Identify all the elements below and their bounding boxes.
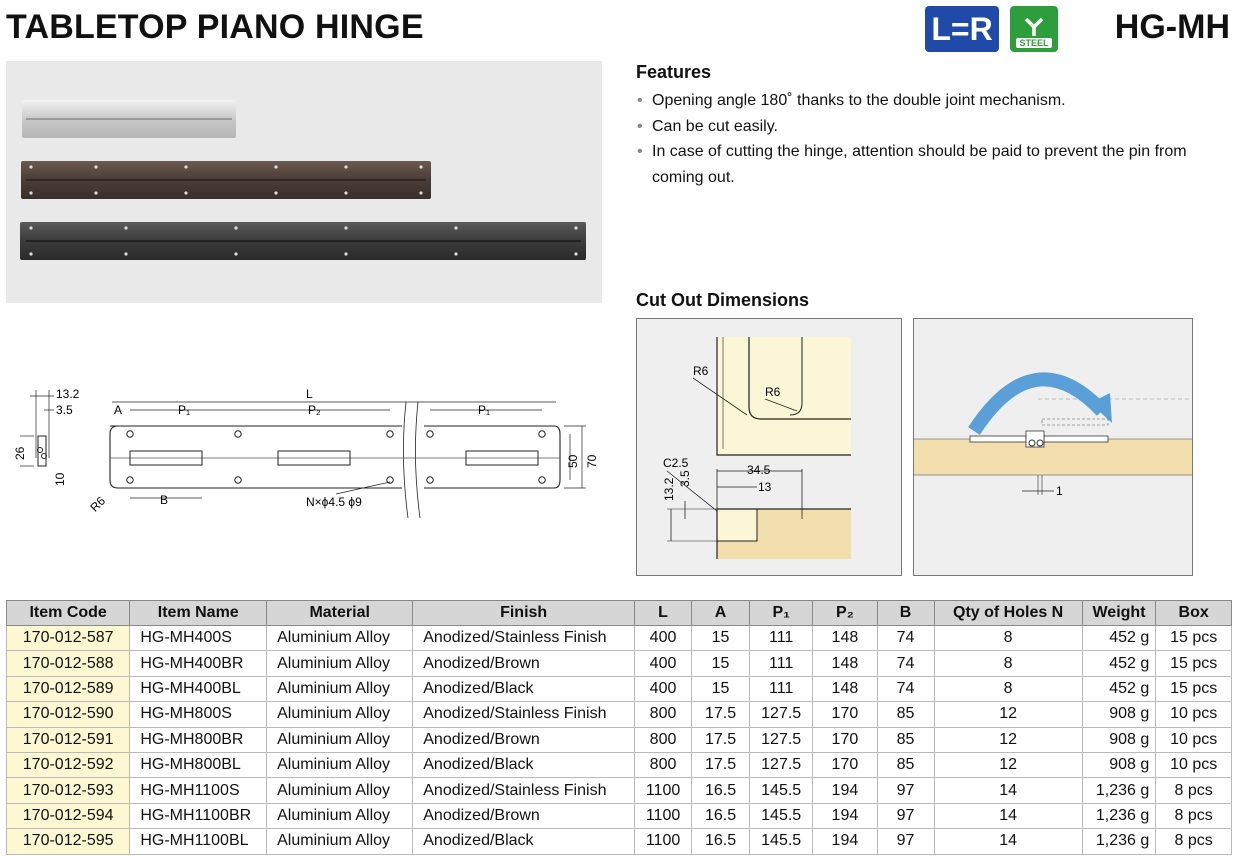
qty-holes-value-cell: 12 bbox=[934, 727, 1082, 752]
l-value-cell: 1100 bbox=[635, 803, 692, 828]
weight-value-cell: 452 g bbox=[1082, 676, 1156, 701]
p1-value-cell: 111 bbox=[750, 626, 813, 651]
material-cell: Aluminium Alloy bbox=[267, 829, 413, 854]
item-name-cell: HG-MH800BL bbox=[130, 752, 267, 777]
p2-value-cell: 170 bbox=[813, 727, 877, 752]
b-value-cell: 74 bbox=[877, 651, 934, 676]
table-row bbox=[7, 676, 1232, 701]
weight-value-cell: 1,236 g bbox=[1082, 829, 1156, 854]
l-value-cell: 1100 bbox=[635, 778, 692, 803]
col-item-name: Item Name bbox=[130, 601, 267, 626]
dim-P1b: P₁ bbox=[478, 403, 491, 417]
qty-holes-value-cell: 14 bbox=[934, 829, 1082, 854]
label-35: 3.5 bbox=[678, 470, 692, 487]
l-value-cell: 800 bbox=[635, 702, 692, 727]
p2-value-cell: 170 bbox=[813, 752, 877, 777]
side-dim-35: 3.5 bbox=[56, 403, 73, 417]
item-name-cell: HG-MH1100BL bbox=[130, 829, 267, 854]
side-dim-10: 10 bbox=[53, 472, 67, 486]
model-code: HG-MH bbox=[1114, 8, 1230, 46]
item-name-cell: HG-MH400S bbox=[130, 626, 267, 651]
item-code-cell: 170-012-588 bbox=[7, 651, 130, 676]
steel-badge-label: STEEL bbox=[1016, 38, 1051, 48]
b-value-cell: 97 bbox=[877, 803, 934, 828]
weight-value-cell: 452 g bbox=[1082, 651, 1156, 676]
box-value-cell: 8 pcs bbox=[1156, 778, 1232, 803]
qty-holes-value-cell: 12 bbox=[934, 752, 1082, 777]
l-value-cell: 800 bbox=[635, 752, 692, 777]
p2-value-cell: 194 bbox=[813, 829, 877, 854]
table-row bbox=[7, 829, 1232, 854]
item-code-cell: 170-012-594 bbox=[7, 803, 130, 828]
box-value-cell: 8 pcs bbox=[1156, 829, 1232, 854]
p1-value-cell: 127.5 bbox=[750, 752, 813, 777]
item-name-cell: HG-MH800S bbox=[130, 702, 267, 727]
col-item-code: Item Code bbox=[7, 601, 130, 626]
box-value-cell: 10 pcs bbox=[1156, 702, 1232, 727]
table-row bbox=[7, 626, 1232, 651]
weight-value-cell: 1,236 g bbox=[1082, 803, 1156, 828]
qty-holes-value-cell: 12 bbox=[934, 702, 1082, 727]
dim-70: 70 bbox=[585, 454, 599, 468]
finish-cell: Anodized/Brown bbox=[413, 651, 635, 676]
label-132: 13.2 bbox=[662, 477, 676, 501]
box-value-cell: 10 pcs bbox=[1156, 727, 1232, 752]
qty-holes-value-cell: 14 bbox=[934, 803, 1082, 828]
table-row bbox=[7, 803, 1232, 828]
cutout-heading: Cut Out Dimensions bbox=[636, 290, 810, 310]
p2-value-cell: 170 bbox=[813, 702, 877, 727]
item-code-cell: 170-012-591 bbox=[7, 727, 130, 752]
feature-item: • Opening angle 180˚ thanks to the double joint mechanism. bbox=[636, 88, 1232, 114]
item-code-cell: 170-012-593 bbox=[7, 778, 130, 803]
qty-holes-value-cell: 8 bbox=[934, 676, 1082, 701]
opening-arrow bbox=[974, 379, 1102, 431]
table-body bbox=[7, 626, 1232, 855]
col-a: A bbox=[692, 601, 750, 626]
side-dim-26: 26 bbox=[13, 446, 27, 460]
weight-value-cell: 908 g bbox=[1082, 727, 1156, 752]
finish-cell: Anodized/Brown bbox=[413, 803, 635, 828]
material-cell: Aluminium Alloy bbox=[267, 803, 413, 828]
a-value-cell: 17.5 bbox=[692, 702, 750, 727]
label-r6-a: R6 bbox=[693, 364, 709, 378]
col-finish: Finish bbox=[413, 601, 635, 626]
a-value-cell: 16.5 bbox=[692, 829, 750, 854]
p1-value-cell: 127.5 bbox=[750, 702, 813, 727]
box-value-cell: 15 pcs bbox=[1156, 651, 1232, 676]
col-b: B bbox=[877, 601, 934, 626]
a-value-cell: 15 bbox=[692, 626, 750, 651]
material-cell: Aluminium Alloy bbox=[267, 676, 413, 701]
finish-cell: Anodized/Brown bbox=[413, 727, 635, 752]
p2-value-cell: 194 bbox=[813, 803, 877, 828]
weight-value-cell: 1,236 g bbox=[1082, 778, 1156, 803]
box-value-cell: 15 pcs bbox=[1156, 676, 1232, 701]
item-name-cell: HG-MH800BR bbox=[130, 727, 267, 752]
p2-value-cell: 148 bbox=[813, 676, 877, 701]
side-dim-132: 13.2 bbox=[56, 387, 80, 401]
b-value-cell: 85 bbox=[877, 752, 934, 777]
label-c25: C2.5 bbox=[663, 456, 689, 470]
col-l: L bbox=[635, 601, 692, 626]
table-header-row bbox=[7, 601, 1232, 626]
box-value-cell: 15 pcs bbox=[1156, 626, 1232, 651]
p2-value-cell: 148 bbox=[813, 626, 877, 651]
dim-holes: N×ϕ4.5 ϕ9 bbox=[306, 495, 362, 509]
a-value-cell: 15 bbox=[692, 651, 750, 676]
label-r6-b: R6 bbox=[765, 385, 781, 399]
dim-P1a: P₁ bbox=[178, 403, 191, 417]
label-13: 13 bbox=[758, 480, 772, 494]
material-cell: Aluminium Alloy bbox=[267, 778, 413, 803]
weight-value-cell: 452 g bbox=[1082, 626, 1156, 651]
l-value-cell: 1100 bbox=[635, 829, 692, 854]
spec-table bbox=[6, 600, 1232, 855]
dim-R6: R6 bbox=[87, 493, 109, 515]
p2-value-cell: 194 bbox=[813, 778, 877, 803]
item-name-cell: HG-MH400BR bbox=[130, 651, 267, 676]
table-row bbox=[7, 651, 1232, 676]
material-cell: Aluminium Alloy bbox=[267, 752, 413, 777]
item-code-cell: 170-012-587 bbox=[7, 626, 130, 651]
col-p2: P₂ bbox=[813, 601, 877, 626]
l-value-cell: 400 bbox=[635, 651, 692, 676]
qty-holes-value-cell: 8 bbox=[934, 626, 1082, 651]
p1-value-cell: 111 bbox=[750, 676, 813, 701]
finish-cell: Anodized/Black bbox=[413, 676, 635, 701]
page-title: TABLETOP PIANO HINGE bbox=[6, 8, 424, 46]
box-value-cell: 10 pcs bbox=[1156, 752, 1232, 777]
a-value-cell: 15 bbox=[692, 676, 750, 701]
dim-50: 50 bbox=[566, 454, 580, 468]
dim-L: L bbox=[306, 387, 313, 401]
a-value-cell: 16.5 bbox=[692, 778, 750, 803]
col-box: Box bbox=[1156, 601, 1232, 626]
table-row bbox=[7, 752, 1232, 777]
b-value-cell: 74 bbox=[877, 626, 934, 651]
p1-value-cell: 145.5 bbox=[750, 829, 813, 854]
a-value-cell: 17.5 bbox=[692, 727, 750, 752]
technical-drawing bbox=[6, 318, 606, 578]
finish-cell: Anodized/Black bbox=[413, 829, 635, 854]
l-value-cell: 400 bbox=[635, 676, 692, 701]
b-value-cell: 85 bbox=[877, 702, 934, 727]
feature-item: • In case of cutting the hinge, attention should be paid to prevent the pin from coming out. bbox=[636, 139, 1232, 190]
weight-value-cell: 908 g bbox=[1082, 702, 1156, 727]
features-list bbox=[636, 88, 1232, 190]
p1-value-cell: 111 bbox=[750, 651, 813, 676]
material-cell: Aluminium Alloy bbox=[267, 626, 413, 651]
a-value-cell: 16.5 bbox=[692, 803, 750, 828]
item-code-cell: 170-012-590 bbox=[7, 702, 130, 727]
product-photo bbox=[6, 61, 602, 303]
material-cell: Aluminium Alloy bbox=[267, 702, 413, 727]
table-row bbox=[7, 727, 1232, 752]
col-p1: P₁ bbox=[750, 601, 813, 626]
feature-item: • Can be cut easily. bbox=[636, 114, 1232, 140]
col-qty-holes: Qty of Holes N bbox=[934, 601, 1082, 626]
item-name-cell: HG-MH1100BR bbox=[130, 803, 267, 828]
cutout-diagram-right bbox=[913, 318, 1193, 576]
item-name-cell: HG-MH1100S bbox=[130, 778, 267, 803]
lr-badge: L=R bbox=[925, 6, 999, 52]
qty-holes-value-cell: 14 bbox=[934, 778, 1082, 803]
p2-value-cell: 148 bbox=[813, 651, 877, 676]
item-name-cell: HG-MH400BL bbox=[130, 676, 267, 701]
material-cell: Aluminium Alloy bbox=[267, 727, 413, 752]
label-345: 34.5 bbox=[747, 463, 771, 477]
p1-value-cell: 145.5 bbox=[750, 778, 813, 803]
l-value-cell: 800 bbox=[635, 727, 692, 752]
col-weight: Weight bbox=[1082, 601, 1156, 626]
col-material: Material bbox=[267, 601, 413, 626]
label-1: 1 bbox=[1056, 484, 1063, 498]
finish-cell: Anodized/Stainless Finish bbox=[413, 778, 635, 803]
dim-A: A bbox=[114, 403, 123, 417]
qty-holes-value-cell: 8 bbox=[934, 651, 1082, 676]
table-row bbox=[7, 778, 1232, 803]
steel-y-icon bbox=[1023, 17, 1045, 37]
item-code-cell: 170-012-592 bbox=[7, 752, 130, 777]
b-value-cell: 74 bbox=[877, 676, 934, 701]
a-value-cell: 17.5 bbox=[692, 752, 750, 777]
dim-P2: P₂ bbox=[308, 403, 321, 417]
steel-badge bbox=[1010, 6, 1058, 52]
dim-B: B bbox=[160, 493, 169, 507]
material-cell: Aluminium Alloy bbox=[267, 651, 413, 676]
finish-cell: Anodized/Stainless Finish bbox=[413, 702, 635, 727]
b-value-cell: 97 bbox=[877, 829, 934, 854]
b-value-cell: 97 bbox=[877, 778, 934, 803]
l-value-cell: 400 bbox=[635, 626, 692, 651]
finish-cell: Anodized/Stainless Finish bbox=[413, 626, 635, 651]
item-code-cell: 170-012-595 bbox=[7, 829, 130, 854]
p1-value-cell: 127.5 bbox=[750, 727, 813, 752]
b-value-cell: 85 bbox=[877, 727, 934, 752]
weight-value-cell: 908 g bbox=[1082, 752, 1156, 777]
table-row bbox=[7, 702, 1232, 727]
item-code-cell: 170-012-589 bbox=[7, 676, 130, 701]
p1-value-cell: 145.5 bbox=[750, 803, 813, 828]
cutout-diagram-left bbox=[636, 318, 902, 576]
finish-cell: Anodized/Black bbox=[413, 752, 635, 777]
box-value-cell: 8 pcs bbox=[1156, 803, 1232, 828]
features-heading: Features bbox=[636, 62, 712, 82]
